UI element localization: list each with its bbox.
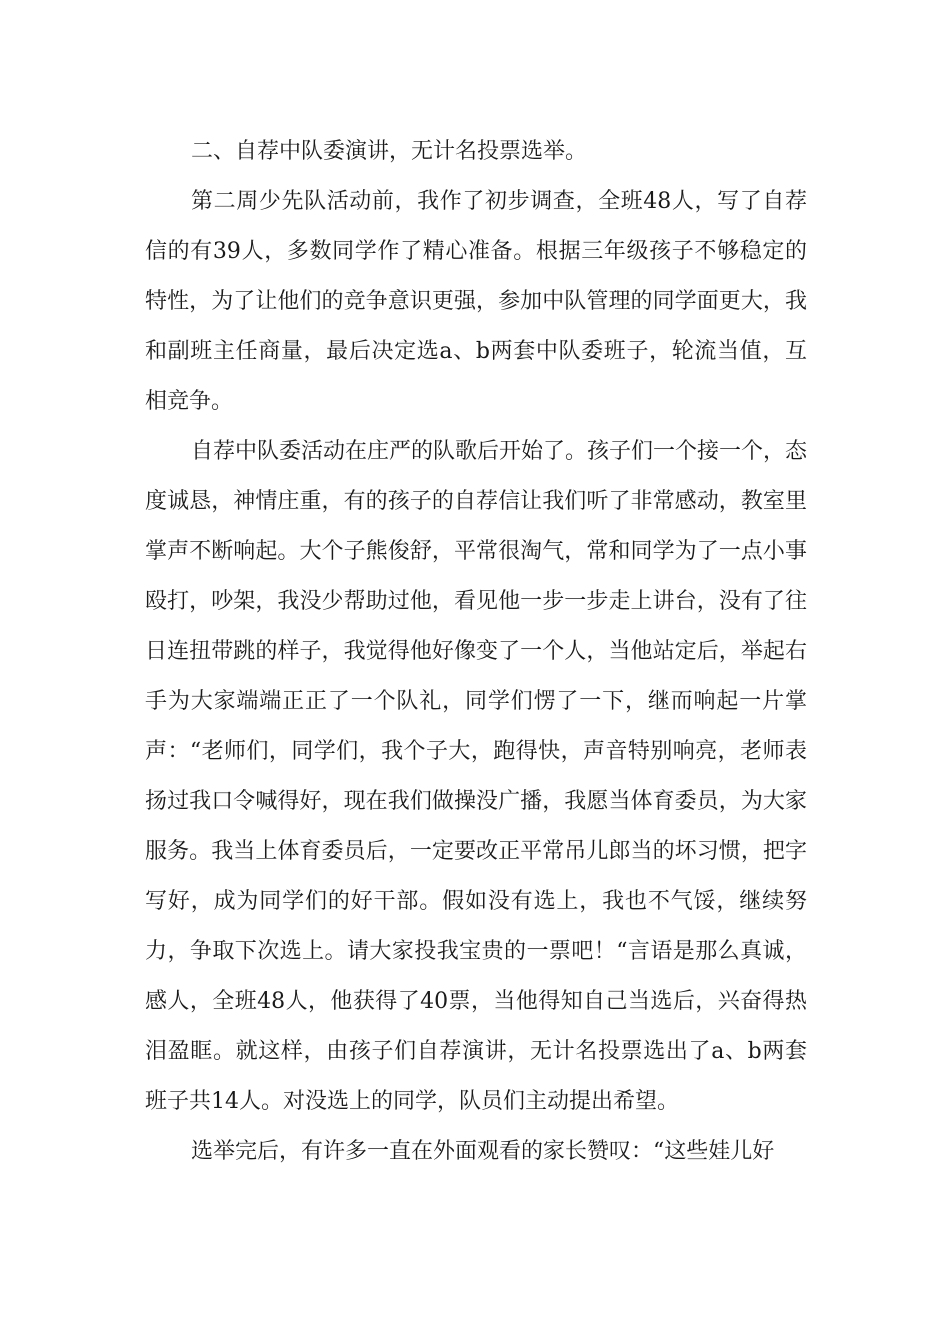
paragraph-survey: 第二周少先队活动前，我作了初步调查，全班48人，写了自荐信的有39人，多数同学作了精心准备。根据三年级孩子不够稳定的特性，为了让他们的竞争意识更强，参加中队管理的同学面更大，我和副班主任商量，最后决定选a、b两套中队委班子，轮流当值，互相竞争。 bbox=[145, 189, 807, 414]
document-body bbox=[145, 127, 807, 1177]
paragraph-parents-comment: 选举完后，有许多一直在外面观看的家长赞叹：“这些娃儿好 bbox=[191, 1139, 775, 1164]
paragraph-section-heading: 二、自荐中队委演讲，无计名投票选举。 bbox=[191, 139, 588, 164]
paragraph-election-activity: 自荐中队委活动在庄严的队歌后开始了。孩子们一个接一个，态度诚恳，神情庄重，有的孩子的自荐信让我们听了非常感动，教室里掌声不断响起。大个子熊俊舒，平常很淘气，常和同学为了一点小事殴打，吵架，我没少帮助过他，看见他一步一步走上讲台，没有了往日连扭带跳的样子，我觉得他好像变了一个人，当他站定后，举起右手为大家端端正正了一个队礼，同学们愣了一下，继而响起一片掌声：“老师们，同学们，我个子大，跑得快，声音特别响亮，老师表扬过我口令喊得好，现在我们做操没广播，我愿当体育委员，为大家服务。我当上体育委员后，一定要改正平常吊儿郎当的坏习惯，把字写好，成为同学们的好干部。假如没有选上，我也不气馁，继续努力，争取下次选上。请大家投我宝贵的一票吧！“言语是那么真诚，感人，全班48人，他获得了40票，当他得知自己当选后，兴奋得热泪盈眶。就这样，由孩子们自荐演讲，无计名投票选出了a、b两套班子共14人。对没选上的同学，队员们主动提出希望。 bbox=[145, 439, 808, 1114]
